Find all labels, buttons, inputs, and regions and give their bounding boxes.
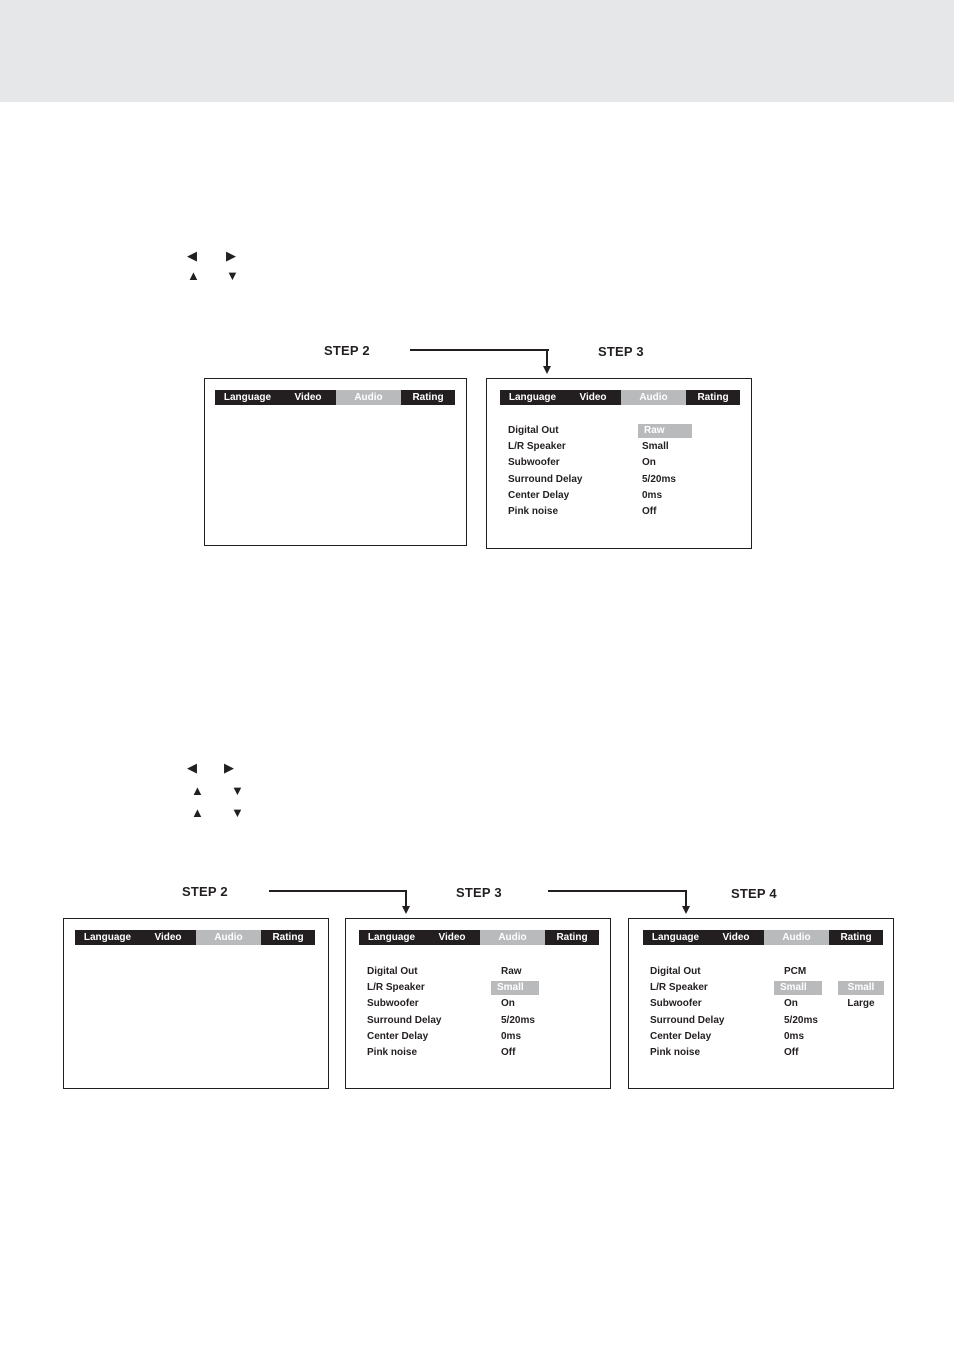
tab-audio[interactable]: Audio [764, 930, 829, 945]
setting-row[interactable] [367, 1030, 522, 1044]
tab-language[interactable]: Language [75, 930, 140, 945]
setting-label: Center Delay [508, 490, 570, 501]
setting-label: Digital Out [367, 966, 418, 977]
setting-row[interactable] [508, 489, 663, 503]
setting-label: L/R Speaker [508, 441, 566, 452]
setting-label: Digital Out [650, 966, 701, 977]
right-arrow-icon: ▶ [226, 248, 236, 263]
step3-label: STEP 3 [456, 885, 502, 900]
tab-language[interactable]: Language [500, 390, 565, 405]
setting-label: Center Delay [367, 1031, 429, 1042]
tab-bar [643, 930, 883, 945]
popup-option[interactable]: Large [847, 998, 875, 1009]
step-connector [546, 349, 548, 367]
step-connector [410, 349, 549, 351]
up-arrow-icon: ▲ [191, 783, 204, 798]
tab-language[interactable]: Language [359, 930, 424, 945]
setting-row[interactable] [367, 965, 522, 979]
setting-row[interactable] [367, 981, 524, 995]
setting-value: Off [642, 506, 657, 517]
connector-arrow-icon [402, 906, 410, 914]
setting-value: 5/20ms [501, 1015, 535, 1026]
tab-video[interactable]: Video [424, 930, 480, 945]
setting-value: 0ms [784, 1031, 805, 1042]
tab-audio[interactable]: Audio [480, 930, 545, 945]
setting-row[interactable] [650, 1030, 805, 1044]
tab-bar [359, 930, 599, 945]
tab-video[interactable]: Video [140, 930, 196, 945]
setting-value: 5/20ms [784, 1015, 818, 1026]
connector-arrow-icon [682, 906, 690, 914]
tab-rating[interactable]: Rating [261, 930, 315, 945]
setting-row[interactable] [650, 1014, 818, 1028]
setting-row[interactable] [508, 456, 656, 470]
step2-label: STEP 2 [324, 343, 370, 358]
setting-row[interactable] [367, 997, 515, 1011]
setting-label: L/R Speaker [650, 982, 708, 993]
connector-arrow-icon [543, 366, 551, 374]
setting-row[interactable] [508, 424, 665, 438]
setting-label: Surround Delay [508, 474, 583, 485]
tab-audio[interactable]: Audio [621, 390, 686, 405]
setting-value: On [642, 457, 656, 468]
setting-label: Subwoofer [508, 457, 560, 468]
setting-label: Center Delay [650, 1031, 712, 1042]
setting-value: Small [491, 981, 539, 995]
setting-value: 0ms [642, 490, 663, 501]
down-arrow-icon: ▼ [231, 805, 244, 820]
setting-row[interactable] [508, 505, 657, 519]
setting-label: Surround Delay [367, 1015, 442, 1026]
setting-row[interactable] [650, 965, 807, 979]
right-arrow-icon: ▶ [224, 760, 234, 775]
tab-audio[interactable]: Audio [336, 390, 401, 405]
setting-row[interactable] [650, 997, 798, 1011]
setting-row[interactable] [367, 1014, 535, 1028]
osd-screen-step3 [486, 378, 752, 549]
setting-value: On [501, 998, 515, 1009]
left-arrow-icon: ◀ [187, 760, 197, 775]
tab-audio[interactable]: Audio [196, 930, 261, 945]
tab-video[interactable]: Video [565, 390, 621, 405]
step-connector [269, 890, 407, 892]
setting-value: Off [784, 1047, 799, 1058]
osd-screen-step2 [204, 378, 467, 546]
tab-rating[interactable]: Rating [545, 930, 599, 945]
setting-label: Subwoofer [650, 998, 702, 1009]
tab-bar [215, 390, 455, 405]
header-band [0, 0, 954, 102]
setting-label: Surround Delay [650, 1015, 725, 1026]
tab-language[interactable]: Language [215, 390, 280, 405]
step-connector [685, 890, 687, 907]
tab-rating[interactable]: Rating [401, 390, 455, 405]
step2-label: STEP 2 [182, 884, 228, 899]
setting-row[interactable] [508, 440, 669, 454]
osd-screen-step2 [63, 918, 329, 1089]
step-connector [548, 890, 687, 892]
up-arrow-icon: ▲ [187, 268, 200, 283]
step3-label: STEP 3 [598, 344, 644, 359]
step4-label: STEP 4 [731, 886, 777, 901]
left-arrow-icon: ◀ [187, 248, 197, 263]
tab-language[interactable]: Language [643, 930, 708, 945]
setting-label: Subwoofer [367, 998, 419, 1009]
tab-video[interactable]: Video [708, 930, 764, 945]
setting-value: Off [501, 1047, 516, 1058]
setting-row[interactable] [367, 1046, 516, 1060]
setting-value: On [784, 998, 798, 1009]
down-arrow-icon: ▼ [231, 783, 244, 798]
tab-bar [75, 930, 315, 945]
setting-row[interactable] [508, 473, 676, 487]
tab-rating[interactable]: Rating [686, 390, 740, 405]
setting-label: Pink noise [367, 1047, 418, 1058]
setting-row[interactable] [650, 981, 807, 995]
setting-value: 0ms [501, 1031, 522, 1042]
setting-value: Raw [638, 424, 692, 438]
down-arrow-icon: ▼ [226, 268, 239, 283]
tab-bar [500, 390, 740, 405]
step-connector [405, 890, 407, 907]
setting-label: Pink noise [508, 506, 559, 517]
setting-label: Pink noise [650, 1047, 701, 1058]
popup-option-selected[interactable]: Small [838, 981, 884, 995]
setting-value: Small [774, 981, 822, 995]
tab-rating[interactable]: Rating [829, 930, 883, 945]
setting-value: Small [642, 441, 669, 452]
osd-screen-step4 [628, 918, 894, 1089]
setting-label: L/R Speaker [367, 982, 425, 993]
setting-value: PCM [784, 966, 807, 977]
tab-video[interactable]: Video [280, 390, 336, 405]
setting-value: 5/20ms [642, 474, 676, 485]
setting-row[interactable] [650, 1046, 799, 1060]
setting-label: Digital Out [508, 425, 559, 436]
up-arrow-icon: ▲ [191, 805, 204, 820]
setting-value: Raw [501, 966, 522, 977]
osd-screen-step3 [345, 918, 611, 1089]
